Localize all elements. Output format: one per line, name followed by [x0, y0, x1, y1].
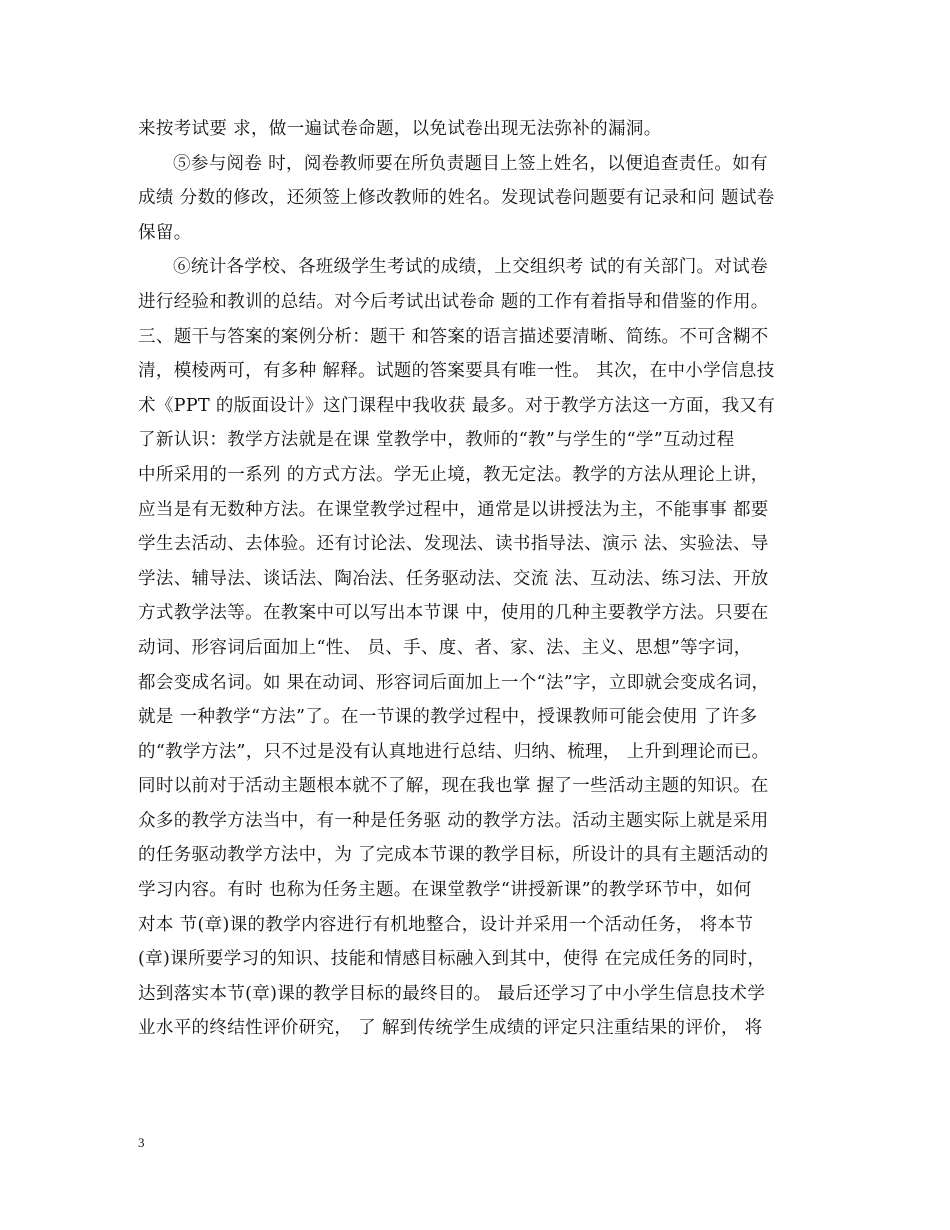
- page-number: 3: [138, 1135, 145, 1150]
- text-line: 就是 一种教学“方法”了。在一节课的教学过程中，授课教师可能会使用 了许多: [138, 707, 758, 728]
- text-line: 进行经验和教训的总结。对今后考试出试卷命 题的工作有着指导和借鉴的作用。: [138, 291, 769, 312]
- text-line: 学习内容。有时 也称为任务主题。在课堂教学“讲授新课”的教学环节中，如何: [138, 880, 752, 901]
- text-line: 来按考试要 求，做一遍试卷命题，以免试卷出现无法弥补的漏洞。: [138, 119, 662, 139]
- text-line: 应当是有无数种方法。在课堂教学过程中，通常是以讲授法为主，不能事事 都要: [138, 499, 769, 520]
- text-line: 术《PPT 的版面设计》这门课程中我收获 最多。对于教学方法这一方面，我又有: [138, 395, 776, 416]
- text-line: 众多的教学方法当中，有一种是任务驱 动的教学方法。活动主题实际上就是采用: [138, 810, 769, 831]
- body-text: [138, 112, 818, 1046]
- text-line: 学生去活动、去体验。还有讨论法、发现法、读书指导法、演示 法、实验法、导: [138, 534, 769, 555]
- text-line: 了新认识：教学方法就是在课 堂教学中，教师的“教”与学生的“学”互动过程: [138, 430, 735, 451]
- text-line: 三、题干与答案的案例分析：题干 和答案的语言描述要清晰、简练。不可含糊不: [138, 326, 769, 347]
- text-line: 成绩 分数的修改，还须签上修改教师的姓名。发现试卷问题要有记录和问 题试卷: [138, 188, 775, 209]
- text-line: 方式教学法等。在教案中可以写出本节课 中，使用的几种主要教学方法。只要在: [138, 603, 769, 624]
- text-line: 保留。: [138, 222, 192, 243]
- text-line: ⑥统计各学校、各班级学生考试的成绩，上交组织考 试的有关部门。对试卷: [173, 257, 768, 278]
- text-line: 的“教学方法”，只不过是没有认真地进行总结、归纳、梳理， 上升到理论而已。: [138, 741, 770, 762]
- text-line: 业水平的终结性评价研究， 了 解到传统学生成绩的评定只注重结果的评价， 将: [138, 1018, 763, 1039]
- text-line: 学法、辅导法、谈话法、陶冶法、任务驱动法、交流 法、互动法、练习法、开放: [138, 568, 769, 589]
- text-line: 都会变成名词。如 果在动词、形容词后面加上一个“法”字，立即就会变成名词，: [138, 672, 770, 693]
- text-line: ⑤参与阅卷 时，阅卷教师要在所负责题目上签上姓名，以便追查责任。如有: [173, 153, 768, 174]
- text-line: 中所采用的一系列 的方式方法。学无止境，教无定法。教学的方法从理论上讲，: [138, 464, 769, 485]
- text-line: 对本 节(章)课的教学内容进行有机地整合，设计并采用一个活动任务， 将本节: [138, 914, 754, 935]
- text-line: 清，模棱两可，有多种 解释。试题的答案要具有唯一性。 其次，在中小学信息技: [138, 361, 775, 382]
- text-line: (章)课所要学习的知识、技能和情感目标融入到其中，使得 在完成任务的同时，: [138, 949, 766, 970]
- text-line: 动词、形容词后面加上“性、 员、手、度、者、家、法、主义、思想”等字词，: [138, 637, 752, 658]
- text-line: 同时以前对于活动主题根本就不了解，现在我也掌 握了一些活动主题的知识。在: [138, 776, 769, 797]
- text-line: 达到落实本节(章)课的教学目标的最终目的。 最后还学习了中小学生信息技术学: [138, 983, 766, 1004]
- text-line: 的任务驱动教学方法中，为 了完成本节课的教学目标，所设计的具有主题活动的: [138, 845, 769, 866]
